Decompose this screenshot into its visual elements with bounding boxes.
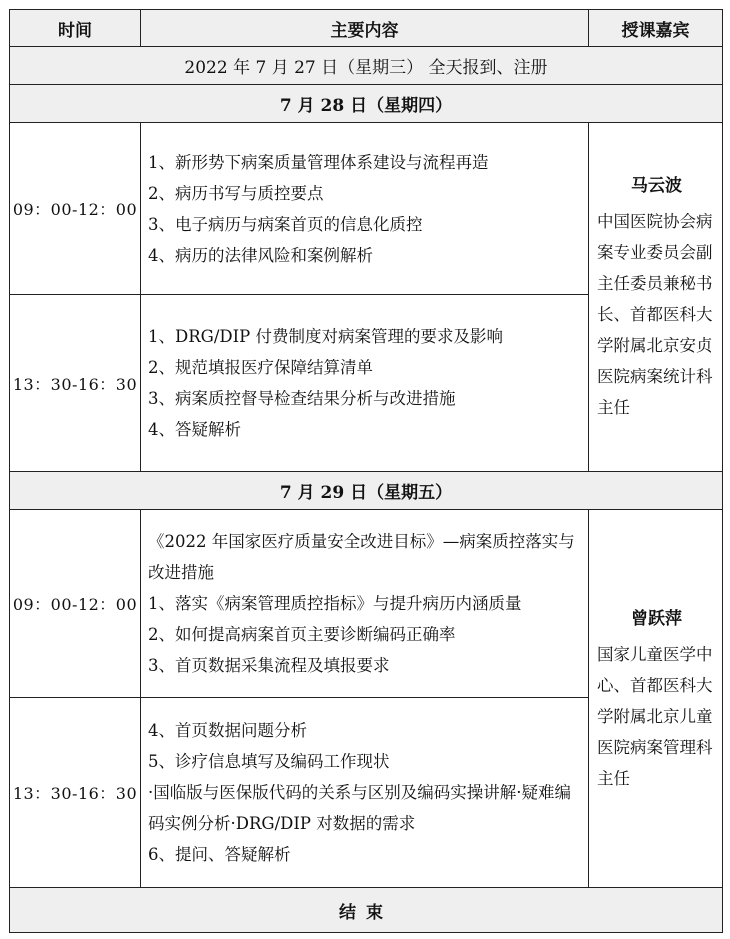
speaker-bio: 国家儿童医学中心、首都医科大学附属北京儿童医院病案管理科主任 [597,644,713,788]
day1-row [10,85,723,123]
header-row [10,10,723,47]
list-item: 《2022 年国家医疗质量安全改进目标》—病案质控落实与改进措施 [148,532,575,582]
speaker-name: 曾跃萍 [631,608,682,629]
footer-row [10,888,723,933]
day1-morning-row [10,123,723,295]
list-item: 2、如何提高病案首页主要诊断编码正确率 [148,625,456,644]
day1-speaker [589,123,723,472]
day1-afternoon-time: 13：30-16：30 [10,295,141,472]
day1-afternoon-content [141,295,589,472]
day2-morning-row [10,510,723,698]
schedule-table [9,9,723,933]
day0-banner: 2022 年 7 月 27 日（星期三） 全天报到、注册 [10,47,723,85]
list-item: 3、首页数据采集流程及填报要求 [148,656,390,675]
list-item: ·国临版与医保版代码的关系与区别及编码实操讲解·疑难编码实例分析·DRG/DIP 对数据的需求 [148,783,571,833]
day2-afternoon-content [141,698,589,888]
day2-row [10,472,723,510]
list-item: 3、电子病历与病案首页的信息化质控 [148,214,423,234]
list-item: 4、病历的法律风险和案例解析 [148,245,373,265]
list-item: 1、DRG/DIP 付费制度对病案管理的要求及影响 [148,327,503,346]
header-speaker: 授课嘉宾 [589,10,723,47]
footer-end: 结束 [10,888,723,933]
list-item: 2、规范填报医疗保障结算清单 [148,358,373,377]
day1-morning-content [141,123,589,295]
day2-morning-time: 09：00-12：00 [10,510,141,698]
list-item: 2、病历书写与质控要点 [148,183,324,203]
list-item: 5、诊疗信息填写及编码工作现状 [148,752,390,771]
day2-banner [10,472,723,510]
list-item: 1、新形势下病案质量管理体系建设与流程再造 [148,152,489,172]
day2-morning-content [141,510,589,698]
day2-banner-text: 7 月 29 日（星期五） [279,483,453,503]
list-item: 4、首页数据问题分析 [148,721,307,740]
header-content: 主要内容 [141,10,589,47]
list-item: 6、提问、答疑解析 [148,845,291,864]
list-item: 1、落实《病案管理质控指标》与提升病历内涵质量 [148,594,522,613]
speaker-bio: 中国医院协会病案专业委员会副主任委员兼秘书长、首都医科大学附属北京安贞医院病案统计科主任 [597,212,713,417]
day1-banner-text: 7 月 28 日（星期四） [279,96,453,116]
day2-afternoon-time: 13：30-16：30 [10,698,141,888]
day0-row [10,47,723,85]
day1-morning-time: 09：00-12：00 [10,123,141,295]
day2-speaker [589,510,723,888]
header-time: 时间 [10,10,141,47]
list-item: 4、答疑解析 [148,420,241,439]
list-item: 3、病案质控督导检查结果分析与改进措施 [148,389,456,408]
day1-banner [10,85,723,123]
speaker-name: 马云波 [631,176,682,196]
